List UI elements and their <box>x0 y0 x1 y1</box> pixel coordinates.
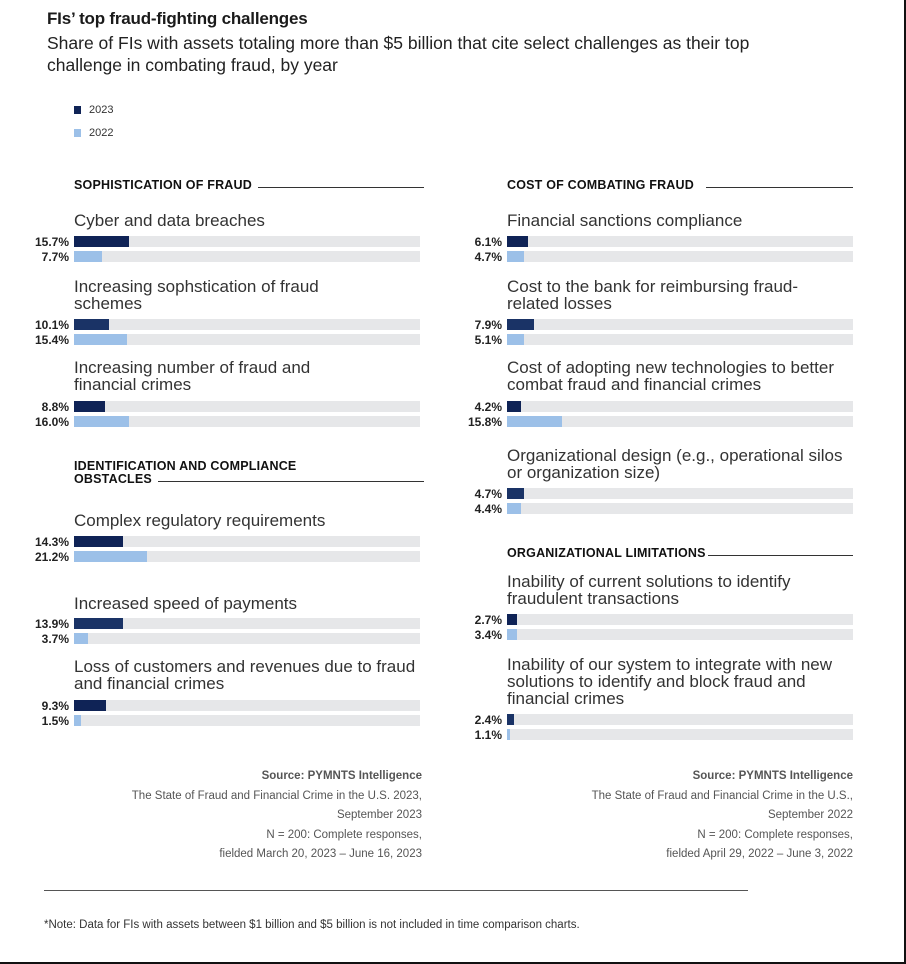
category-item <box>74 278 334 316</box>
legend <box>74 104 113 150</box>
bar-2023: 10.1% <box>74 319 424 330</box>
legend-item-2022 <box>74 127 113 139</box>
bar-group <box>34 400 424 431</box>
section-rule <box>708 555 853 556</box>
chart-subtitle: Share of FIs with assets totaling more than $5 billion that cite select challenges as their top challenge in combating fraud, by year <box>47 33 750 75</box>
bar-2023: 13.9% <box>74 618 424 629</box>
bar-group <box>34 235 424 266</box>
category-item <box>74 512 424 533</box>
bar-2023: 2.4% <box>507 714 857 725</box>
category-label: Financial sanctions compliance <box>507 211 743 230</box>
category-label: Increasing sophstication of fraud schemes <box>74 277 319 313</box>
bar-2022: 21.2% <box>74 551 424 562</box>
category-label: Loss of customers and revenues due to fraud and financial crimes <box>74 657 416 693</box>
bar-2023: 8.8% <box>74 401 424 412</box>
category-item <box>74 212 424 233</box>
bar-group <box>474 613 857 644</box>
bar-group <box>34 617 424 648</box>
category-item <box>507 656 852 711</box>
category-label: Cyber and data breaches <box>74 211 265 230</box>
bar-2023: 6.1% <box>507 236 857 247</box>
bar-2023: 7.9% <box>507 319 857 330</box>
legend-item-2023 <box>74 104 113 116</box>
bar-2022: 3.7% <box>74 633 424 644</box>
category-label: Inability of our system to integrate with new solutions to identify and block fraud and financial crimes <box>507 655 833 708</box>
category-item <box>507 359 872 397</box>
legend-label-2022: 2022 <box>89 127 114 139</box>
category-item <box>74 658 424 696</box>
section-sophistication <box>74 179 424 192</box>
bar-2023: 15.7% <box>74 236 424 247</box>
bar-2022: 1.1% <box>507 729 857 740</box>
category-label: Inability of current solutions to identify fraudulent transactions <box>507 572 791 608</box>
category-label: Cost of adopting new technologies to better combat fraud and financial crimes <box>507 358 834 394</box>
category-item <box>507 278 807 316</box>
bar-group <box>34 318 424 349</box>
section-identification <box>74 460 424 486</box>
bar-2022: 3.4% <box>507 629 857 640</box>
section-rule <box>158 481 424 482</box>
bar-2022: 5.1% <box>507 334 857 345</box>
category-label: Increased speed of payments <box>74 594 298 613</box>
footer-divider <box>44 890 748 891</box>
bar-2023: 14.3% <box>74 536 424 547</box>
source-left: Source: PYMNTS Intelligence The State of Fraud and Financial Crime in the U.S. 2023, September 2023 N = 200: Complete responses, fielded March 20, 2023 – June 16, 2023 <box>131 770 422 860</box>
bar-2022: 4.7% <box>507 251 857 262</box>
section-title: COST OF COMBATING FRAUD <box>507 179 853 192</box>
section-organizational <box>507 547 853 560</box>
category-item <box>74 595 424 616</box>
category-label: Complex regulatory requirements <box>74 511 326 530</box>
chart-title: FIs’ top fraud-fighting challenges <box>47 9 308 28</box>
bar-2022: 15.4% <box>74 334 424 345</box>
bar-2022: 7.7% <box>74 251 424 262</box>
bar-2022: 1.5% <box>74 715 424 726</box>
category-label: Organizational design (e.g., operational silos or organization size) <box>507 446 843 482</box>
bar-2023: 4.2% <box>507 401 857 412</box>
bar-2022: 4.4% <box>507 503 857 514</box>
section-rule <box>706 187 853 188</box>
bar-group <box>41 699 424 730</box>
category-item <box>507 212 857 233</box>
bar-group <box>474 713 857 744</box>
bar-2023: 9.3% <box>74 700 424 711</box>
footnote: *Note: Data for FIs with assets between $1 billion and $5 billion is not included in time comparison charts. <box>44 919 580 931</box>
section-rule <box>258 187 424 188</box>
section-cost <box>507 179 853 192</box>
legend-swatch-2023 <box>74 106 81 114</box>
category-item <box>507 447 847 485</box>
source-right: Source: PYMNTS Intelligence The State of Fraud and Financial Crime in the U.S., September 2022 N = 200: Complete responses, fielded April 29, 2022 – June 3, 2022 <box>591 770 853 860</box>
legend-label-2023: 2023 <box>89 104 114 116</box>
section-title: SOPHISTICATION OF FRAUD <box>74 179 424 192</box>
category-item <box>507 573 852 611</box>
category-label: Cost to the bank for reimbursing fraud-related losses <box>507 277 799 313</box>
category-label: Increasing number of fraud and financial crimes <box>74 358 311 394</box>
bar-2022: 16.0% <box>74 416 424 427</box>
bar-group <box>474 235 857 266</box>
section-title: ORGANIZATIONAL LIMITATIONS <box>507 547 853 560</box>
bar-group <box>474 318 857 349</box>
legend-swatch-2022 <box>74 129 81 137</box>
section-title: IDENTIFICATION AND COMPLIANCE OBSTACLES <box>74 460 424 486</box>
bar-group <box>467 400 857 431</box>
bar-2022: 15.8% <box>507 416 857 427</box>
bar-group <box>34 535 424 566</box>
bar-2023: 4.7% <box>507 488 857 499</box>
bar-2023: 2.7% <box>507 614 857 625</box>
bar-group <box>474 487 857 518</box>
category-item <box>74 359 374 397</box>
